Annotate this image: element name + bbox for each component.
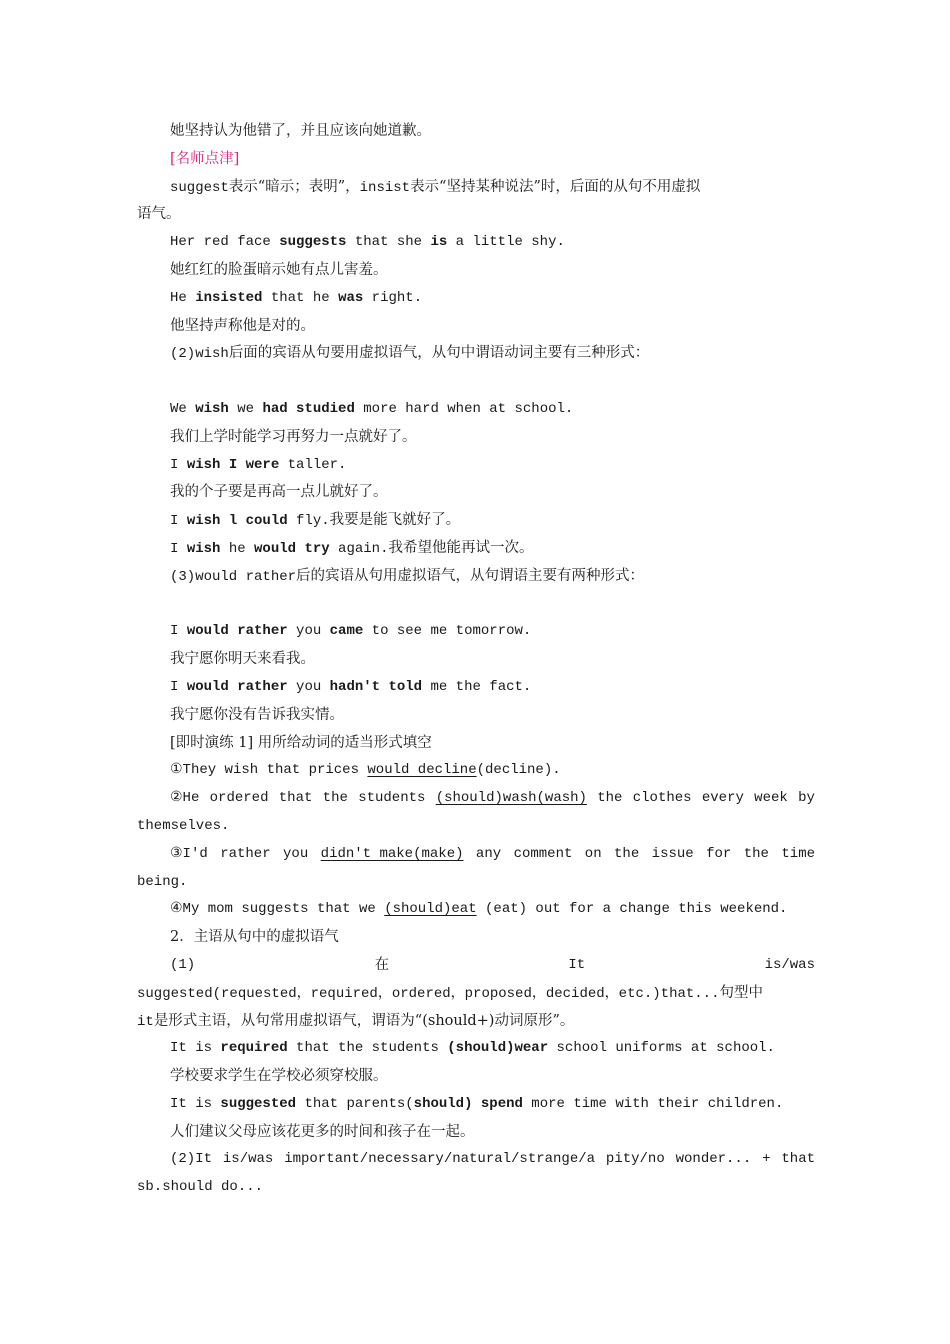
example-sentence: It is suggested that parents(should) spend more time with their children.: [170, 1095, 784, 1112]
example-sentence: Her red face suggests that she is a little shy.: [170, 234, 565, 251]
blank-line: [137, 591, 815, 619]
answer: (should)wash(wash): [435, 790, 587, 807]
text-line: 她坚持认为他错了，并且应该向她道歉。: [170, 123, 431, 139]
text-line: (1) 在 It is/was: [170, 956, 815, 973]
example-sentence: I wish l could fly.我要是能飞就好了。: [170, 512, 461, 530]
translation: 她红红的脸蛋暗示她有点儿害羞。: [170, 261, 388, 278]
exercise-item: ③I'd rather you didn't make(make) any comment on the issue for the time: [137, 841, 815, 869]
example-sentence: It is required that the students (should)wear school uniforms at school.: [170, 1040, 775, 1057]
translation: 人们建议父母应该花更多的时间和孩子在一起。: [170, 1123, 475, 1140]
example-sentence: I wish he would try again.我希望他能再试一次。: [170, 539, 534, 557]
text-line: 语气。: [137, 206, 181, 223]
translation: 他坚持声称他是对的。: [170, 317, 315, 334]
blank-line: [137, 368, 815, 396]
text-line: being.: [137, 873, 188, 890]
translation: 我宁愿你没有告诉我实情。: [170, 706, 344, 723]
example-sentence: I would rather you hadn't told me the fact.: [170, 678, 532, 695]
example-sentence: I wish I were taller.: [170, 456, 347, 473]
exercise-item: ④My mom suggests that we (should)eat (eat) out for a change this weekend.: [170, 901, 788, 918]
document-page: [137, 118, 815, 1202]
example-sentence: He insisted that he was right.: [170, 289, 423, 306]
text-line: it是形式主语，从句常用虚拟语气，谓语为“(should+)动词原形”。: [137, 1012, 575, 1030]
exercise-item: ①They wish that prices would decline(decline).: [170, 762, 561, 779]
translation: 学校要求学生在学校必须穿校服。: [170, 1068, 388, 1085]
example-sentence: I would rather you came to see me tomorrow.: [170, 623, 532, 640]
example-sentence: We wish we had studied more hard when at school.: [170, 400, 574, 417]
exercise-item: ②He ordered that the students (should)wash(wash) the clothes every week by: [137, 785, 815, 813]
text-line: suggest表示“暗示；表明”，insist表示“坚持某种说法”时，后面的从句不用虚拟: [170, 178, 701, 196]
section-heading: 2．主语从句中的虚拟语气: [170, 929, 339, 946]
answer: would decline: [367, 762, 477, 779]
text-line: (3)would rather后的宾语从句用虚拟语气，从句谓语主要有两种形式：: [170, 567, 645, 585]
text-line: sb.should do...: [137, 1179, 264, 1196]
answer: (should)eat: [384, 901, 477, 918]
exercise-heading: [即时演练 1] 用所给动词的适当形式填空: [170, 734, 432, 751]
text-line: themselves.: [137, 817, 230, 834]
translation: 我的个子要是再高一点儿就好了。: [170, 484, 388, 501]
section-label: [名师点津]: [170, 150, 240, 167]
text-line: (2)wish后面的宾语从句要用虚拟语气，从句中谓语动词主要有三种形式：: [170, 345, 650, 363]
translation: 我宁愿你明天来看我。: [170, 651, 315, 668]
text-line: (2)It is/was important/necessary/natural/strange/a pity/no wonder... + that: [170, 1151, 815, 1168]
text-line: suggested(requested，required，ordered，proposed，decided，etc.)that...句型中: [137, 984, 763, 1002]
answer: didn't make(make): [320, 845, 464, 862]
translation: 我们上学时能学习再努力一点就好了。: [170, 428, 417, 445]
